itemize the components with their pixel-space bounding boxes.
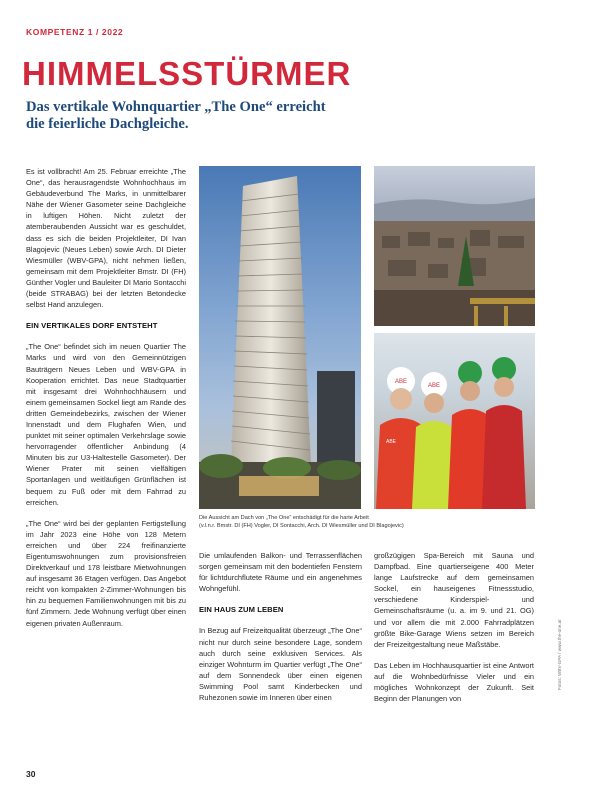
article-paragraph: „The One“ befindet sich im neuen Quartier The Marks und wird von den Gemeinnützigen Bauträgern Neues Leben und WBV-GPA in Kooperation errichtet. Das neue Stadtquartier mit insgesamt drei Wohnhochhäusern und einem gemeinsamen Sockel liegt am Rande des dritten Gemeindebezirks, zwischen der Wiener Innenstadt und dem Flughafen Wien, und punktet mit seiner optimalen Verkehrslage sowie hervorragender öffentlicher Anbindung (4 Minuten bis zur U3-Haltestelle Gasometer). Der Wiener Prater mit seinen vielfältigen Sportanlagen und weitläufigen Grünflächen ist bequem zu Fuß oder mit dem Fahrrad zu erreichen. <box>26 342 186 507</box>
helmet-label: ABE <box>394 379 408 385</box>
crew-illustration <box>374 333 535 509</box>
article-paragraph: „The One“ wird bei der geplanten Fertigstellung im Jahr 2023 eine Höhe von 128 Metern erreichen und über 224 freifinanzierte Eigentumswohnungen zum provisionsfreien Direktverkauf und 178 leistbare Mietwohnungen auf insgesamt 36 Etagen verfügen. Das Angebot reicht von kompakten 2-Zimmer-Wohnungen bis hin zu bequemen Familienwohnungen mit bis zu fünf Zimmern. Jede Wohnung verfügt über einen eigenen privaten Außenraum. <box>26 518 186 628</box>
photo-credit: Fotos: WBV-GPA / www.the-one.at <box>557 619 562 690</box>
vest-label: ABE <box>386 439 397 445</box>
photo-caption <box>199 514 534 530</box>
city-view-photo <box>374 166 535 326</box>
article-paragraph: Die umlaufenden Balkon- und Terrassenflächen sorgen gemeinsam mit den bodentiefen Fenstern für lichtdurchflutete Räume und ein angenehmes Wohngefühl. <box>199 551 362 594</box>
caption-line: (v.l.n.r. Bmstr. DI (FH) Vogler, DI Sontacchi, Arch. DI Wiesmüller und DI Blagojevic) <box>199 523 404 529</box>
article-paragraph: Es ist vollbracht! Am 25. Februar erreichte „The One“, das herausragendste Wohnhochhaus im Gebäudeverbund The Marks, in unmittelbarer Nähe der Wiener Gasometer seine Dachgleiche in luftigen Höhen. Nicht zuletzt der atemberaubenden Aussicht war es geschuldet, dass es sich die beiden Projektleiter, DI Ivan Blagojevic (Neues Leben) sowie Arch. DI Dieter Wiesmüller (WBV-GPA), nicht nehmen ließen, gemeinsam mit dem Projektleiter Bmstr. DI (FH) Günther Vogler und Bauleiter DI Mario Sontacchi (beide STRABAG) bei der letzten Betondecke selbst Hand anzulegen. <box>26 167 186 310</box>
crew-group-photo <box>374 333 535 509</box>
page-number: 30 <box>26 769 36 779</box>
article-paragraph: In Bezug auf Freizeitqualität überzeugt „The One“ nicht nur durch seine besondere Lage, sondern auch durch seine exklusiven Services. Als einziger Wohnturm im Quartier verfügt „The One“ auf dem Sonnendeck über einen eigenen Swimming Pool samt Kinderbecken und Ruhezonen sowie im Inneren über einen <box>199 626 362 703</box>
article-column-3 <box>374 550 534 714</box>
section-kicker: KOMPETENZ 1 / 2022 <box>26 27 124 37</box>
headline: HIMMELSSTÜRMER <box>22 55 352 92</box>
article-paragraph: Das Leben im Hochhausquartier ist eine Antwort auf die Wohnbedürfnisse Vieler und ein mögliches Wohnkonzept der Zukunft. Seit Beginn der Planungen von <box>374 660 534 704</box>
deck-subtitle: Das vertikale Wohnquartier „The One“ erreicht die feierliche Dachgleiche. <box>26 99 326 132</box>
article-paragraph: großzügigen Spa-Bereich mit Sauna und Dampfbad. Eine quartierseigene 400 Meter lange Laufstrecke auf dem gemeinsamen Sockel, ein hauseigenes Fitnessstudio, verschiedene Kinderspiel- und Gemeinschaftsräume (u. a. im 9. und 21. OG) und vor allem die mit 2.000 Fahrradplätzen größte Bike-Garage Wiens setzen im Bereich der Freizeitgestaltung neue Maßstäbe. <box>374 551 534 649</box>
article-column-1 <box>26 166 186 639</box>
article-column-2 <box>199 550 362 713</box>
tower-rendering-photo <box>199 166 361 509</box>
city-illustration <box>374 166 535 326</box>
section-heading: EIN VERTIKALES DORF ENTSTEHT <box>26 321 158 331</box>
section-heading: EIN HAUS ZUM LEBEN <box>199 605 284 615</box>
tower-illustration <box>199 166 361 509</box>
helmet-label: ABE <box>427 383 441 389</box>
caption-line: Die Aussicht am Dach von „The One“ entschädigt für die harte Arbeit <box>199 515 369 521</box>
